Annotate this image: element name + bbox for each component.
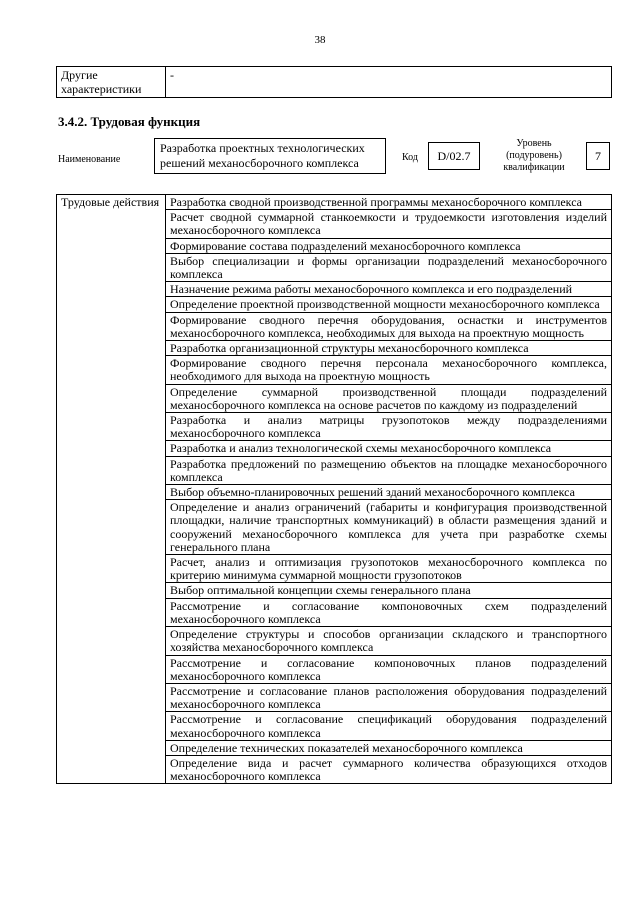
- section-title: 3.4.2. Трудовая функция: [58, 114, 201, 129]
- labor-action-item: Формирование состава подразделений механосборочного комплекса: [166, 238, 612, 253]
- labor-action-row: [57, 195, 612, 210]
- labor-action-item: Определение и анализ ограничений (габариты и конфигурация производственной площадки, наличие транспортных коммуникаций) в области размещения зданий и сооружений механосборочного комплекса для учета при разработке схемы генерального плана: [166, 500, 612, 555]
- labor-action-item: Рассмотрение и согласование планов расположения оборудования подразделений механосборочного комплекса: [166, 683, 612, 711]
- labor-action-item: Разработка организационной структуры механосборочного комплекса: [166, 341, 612, 356]
- labor-actions-label: Трудовые действия: [57, 195, 166, 784]
- labor-action-item: Расчет, анализ и оптимизация грузопотоков механосборочного комплекса по критерию минимума суммарной мощности грузопотоков: [166, 555, 612, 583]
- qualification-level: 7: [586, 142, 610, 170]
- labor-action-item: Определение суммарной производственной площади подразделений механосборочного комплекса на основе расчетов по каждому из подразделений: [166, 384, 612, 412]
- other-characteristics-row: [57, 67, 612, 98]
- page-number: 38: [314, 34, 326, 46]
- labor-action-item: Выбор специализации и формы организации подразделений механосборочного комплекса: [166, 253, 612, 281]
- labor-action-item: Определение проектной производственной мощности механосборочного комплекса: [166, 297, 612, 312]
- labor-action-item: Выбор оптимальной концепции схемы генерального плана: [166, 583, 612, 598]
- labor-action-item: Разработка предложений по размещению объектов на площадке механосборочного комплекса: [166, 456, 612, 484]
- labor-actions-body: [57, 195, 612, 784]
- labor-action-item: Формирование сводного перечня оборудования, оснастки и инструментов механосборочного комплекса, необходимых для выхода на проектную мощность: [166, 312, 612, 340]
- function-name: Разработка проектных технологических решений механосборочного комплекса: [154, 138, 386, 174]
- labor-action-item: Формирование сводного перечня персонала механосборочного комплекса, необходимого для выхода на проектную мощность: [166, 356, 612, 384]
- labor-action-item: Выбор объемно-планировочных решений зданий механосборочного комплекса: [166, 485, 612, 500]
- function-code-label: Код: [402, 152, 418, 163]
- labor-action-item: Рассмотрение и согласование спецификаций оборудования подразделений механосборочного комплекса: [166, 712, 612, 740]
- function-name-label: Наименование: [58, 154, 121, 165]
- labor-action-item: Разработка и анализ матрицы грузопотоков между подразделениями механосборочного комплекса: [166, 413, 612, 441]
- qualification-level-label: Уровень (подуровень) квалификации: [503, 138, 565, 173]
- other-characteristics-label: Другие характеристики: [57, 67, 166, 98]
- labor-action-item: Расчет сводной суммарной станкоемкости и трудоемкости изготовления изделий механосборочного комплекса: [166, 210, 612, 238]
- other-characteristics-table: [56, 66, 612, 98]
- labor-action-item: Рассмотрение и согласование компоновочных схем подразделений механосборочного комплекса: [166, 598, 612, 626]
- labor-action-item: Разработка и анализ технологической схемы механосборочного комплекса: [166, 441, 612, 456]
- labor-action-item: Определение технических показателей механосборочного комплекса: [166, 740, 612, 755]
- labor-action-item: Разработка сводной производственной программы механосборочного комплекса: [166, 195, 612, 210]
- labor-action-item: Определение вида и расчет суммарного количества образующихся отходов механосборочного комплекса: [166, 755, 612, 783]
- labor-action-item: Определение структуры и способов организации складского и транспортного хозяйства механосборочного комплекса: [166, 627, 612, 655]
- labor-action-item: Назначение режима работы механосборочного комплекса и его подразделений: [166, 282, 612, 297]
- other-characteristics-value: -: [166, 67, 612, 98]
- labor-actions-table: [56, 194, 612, 784]
- labor-action-item: Рассмотрение и согласование компоновочных планов подразделений механосборочного комплекса: [166, 655, 612, 683]
- function-code: D/02.7: [428, 142, 480, 170]
